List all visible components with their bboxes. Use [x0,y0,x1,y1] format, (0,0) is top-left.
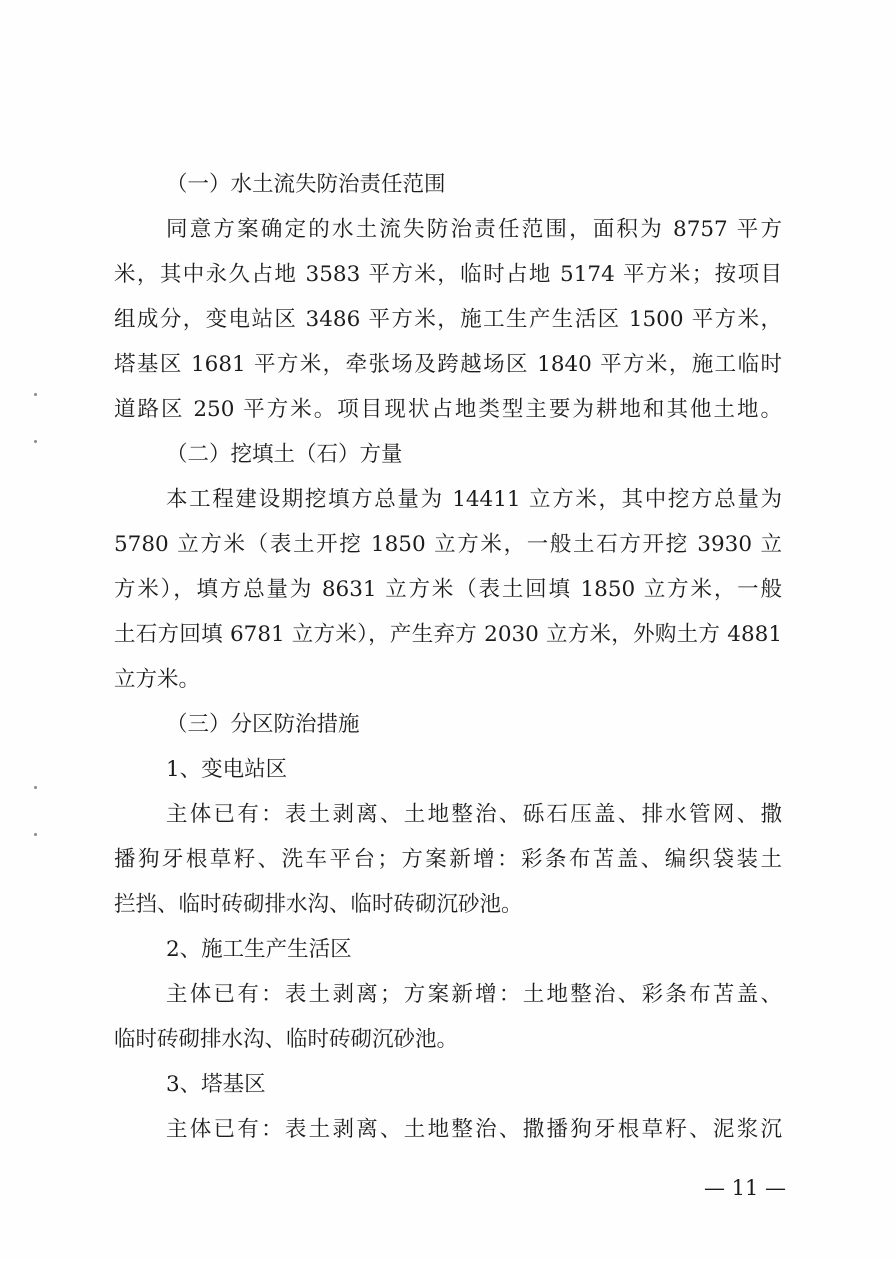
text-line: 方米），填方总量为 8631 立方米（表土回填 1850 立方米，一般 [114,577,782,602]
text-line: 1、变电站区 [166,757,288,782]
text-line: 米，其中永久占地 3583 平方米，临时占地 5174 平方米；按项目 [114,262,782,287]
scan-mark [34,833,37,836]
text-line: 主体已有：表土剥离；方案新增：土地整治、彩条布苫盖、 [166,982,782,1007]
text-line: 播狗牙根草籽、洗车平台；方案新增：彩条布苫盖、编织袋装土 [114,847,782,872]
text-line: （一）水土流失防治责任范围 [166,172,446,197]
text-line: （二）挖填土（石）方量 [166,442,403,467]
scan-mark [34,786,37,789]
document-body [114,162,782,1152]
text-line: 拦挡、临时砖砌排水沟、临时砖砌沉砂池。 [114,892,523,917]
text-line: 塔基区 1681 平方米，牵张场及跨越场区 1840 平方米，施工临时 [114,352,782,377]
text-line: 同意方案确定的水土流失防治责任范围，面积为 8757 平方 [166,217,782,242]
scan-mark [34,393,37,396]
text-line: 3、塔基区 [166,1072,266,1097]
text-line: （三）分区防治措施 [166,712,360,737]
text-line: 组成分，变电站区 3486 平方米，施工生产生活区 1500 平方米， [114,307,782,332]
text-line: 5780 立方米（表土开挖 1850 立方米，一般土石方开挖 3930 立 [114,532,782,557]
scan-mark [34,440,37,443]
text-line: 主体已有：表土剥离、土地整治、砾石压盖、排水管网、撒 [166,802,782,827]
text-line: 本工程建设期挖填方总量为 14411 立方米，其中挖方总量为 [166,487,782,512]
text-line: 2、施工生产生活区 [166,937,352,962]
text-line: 临时砖砌排水沟、临时砖砌沉砂池。 [114,1027,459,1052]
text-line: 立方米。 [114,667,201,692]
text-line: 道路区 250 平方米。项目现状占地类型主要为耕地和其他土地。 [114,397,782,422]
text-line: 主体已有：表土剥离、土地整治、撒播狗牙根草籽、泥浆沉 [166,1117,782,1142]
text-line: 土石方回填 6781 立方米），产生弃方 2030 立方米，外购土方 4881 [114,622,782,647]
page-number: — 11 — [703,1176,787,1200]
